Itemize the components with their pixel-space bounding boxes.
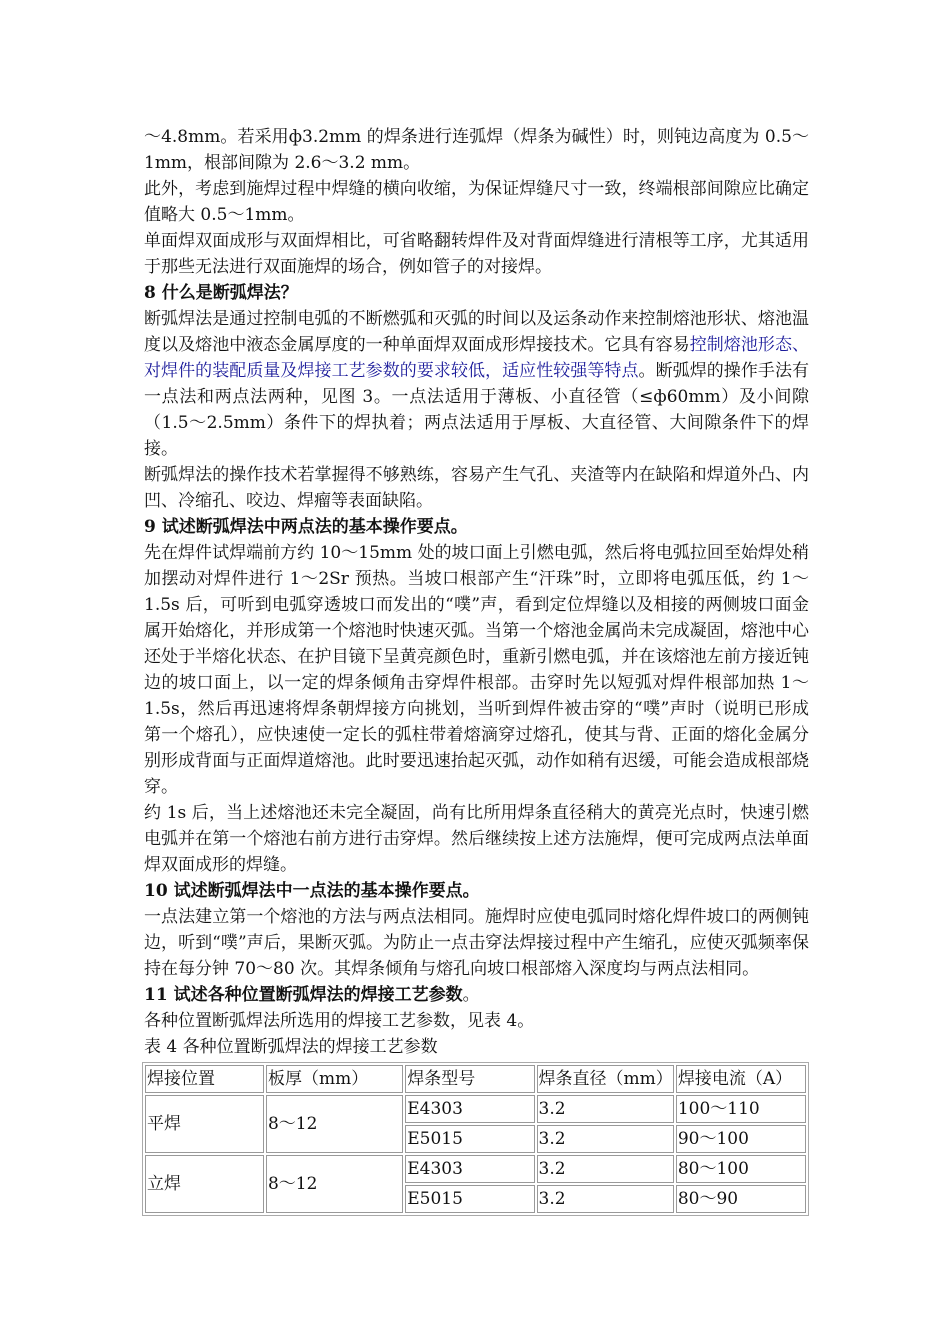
current-cell: 80～90 (676, 1185, 806, 1213)
heading-text: 11 试述各种位置断弧焊法的焊接工艺参数 (144, 985, 463, 1005)
paragraph-text: 。断弧焊的操作手法有一点法和两点法两种，见图 3。一点法适用于薄板、小直径管（≤ф60mm）及小间隙（1.5～2.5mm）条件下的焊执着；两点法适用于厚板、大直径管、大间隙条件下的焊接。 (144, 361, 810, 459)
current-cell: 90～100 (676, 1125, 806, 1153)
section-heading-10: 10 试述断弧焊法中一点法的基本操作要点。 (144, 881, 480, 901)
electrode-cell: E5015 (405, 1125, 534, 1153)
paragraph: 先在焊件试焊端前方约 10～15mm 处的坡口面上引燃电弧，然后将电弧拉回至始焊处稍加摆动对焊件进行 1～2Sr 预热。当坡口根部产生“汗珠”时，立即将电弧压低，约 1～1.5s 后，可听到电弧穿透坡口而发出的“噗”声，看到定位焊缝以及相接的两侧坡口面金属开始熔化，并形成第一个熔池时快速灭弧。当第一个熔池金属尚未完成凝固，熔池中心还处于半熔化状态、在护目镜下呈黄亮颜色时，重新引燃电弧，并在该熔池左前方接近钝边的坡口面上，以一定的焊条倾角击穿焊件根部。击穿时先以短弧对焊件根部加热 1～1.5s，然后再迅速将焊条朝焊接方向挑划，当听到焊件被击穿的“噗”声时（说明已形成第一个熔孔），应快速使一定长的弧柱带着熔滴穿过熔孔，使其与背、正面的熔化金属分别形成背面与正面焊道熔池。此时要迅速抬起灭弧，动作如稍有迟缓，可能会造成根部烧穿。 (144, 543, 809, 797)
table-caption: 表 4 各种位置断弧焊法的焊接工艺参数 (144, 1037, 438, 1057)
electrode-cell: E5015 (405, 1185, 534, 1213)
paragraph: 断弧焊法的操作技术若掌握得不够熟练，容易产生气孔、夹渣等内在缺陷和焊道外凸、内凹、冷缩孔、咬边、焊瘤等表面缺陷。 (144, 465, 809, 511)
paragraph: 此外，考虑到施焊过程中焊缝的横向收缩，为保证焊缝尺寸一致，终端根部间隙应比确定值略大 0.5～1mm。 (144, 179, 809, 225)
thickness-cell: 8～12 (266, 1155, 403, 1213)
heading-punct: 。 (462, 985, 480, 1005)
table-header-row (145, 1065, 806, 1093)
thickness-cell: 8～12 (266, 1095, 403, 1153)
section-heading-11 (144, 982, 809, 1008)
header-cell: 板厚（mm） (266, 1065, 403, 1093)
table-row (145, 1155, 806, 1183)
section-heading-8: 8 什么是断弧焊法？ (144, 283, 298, 303)
paragraph: 一点法建立第一个熔池的方法与两点法相同。施焊时应使电弧同时熔化焊件坡口的两侧钝边，听到“噗”声后，果断灭弧。为防止一点击穿法焊接过程中产生缩孔，应使灭弧频率保持在每分钟 70～80 次。其焊条倾角与熔孔向坡口根部熔入深度均与两点法相同。 (144, 907, 809, 979)
header-cell: 焊条直径（mm） (537, 1065, 674, 1093)
parameter-table (142, 1062, 809, 1216)
document-page (144, 124, 809, 1216)
electrode-cell: E4303 (405, 1095, 534, 1123)
header-cell: 焊接位置 (145, 1065, 264, 1093)
paragraph: 约 1s 后，当上述熔池还未完全凝固，尚有比所用焊条直径稍大的黄亮光点时，快速引燃电弧并在第一个熔池右前方进行击穿焊。然后继续按上述方法施焊，便可完成两点法单面焊双面成形的焊缝。 (144, 803, 809, 875)
diameter-cell: 3.2 (537, 1095, 674, 1123)
header-cell: 焊条型号 (405, 1065, 534, 1093)
current-cell: 100～110 (676, 1095, 806, 1123)
highlighted-link-text[interactable]: 控制熔池形态、对焊件的装配质量及焊接工艺参数的要求较低，适应性较强等特点 (144, 335, 810, 381)
table-row (145, 1095, 806, 1123)
section-heading-9: 9 试述断弧焊法中两点法的基本操作要点。 (144, 517, 468, 537)
paragraph: ～4.8mm。若采用ф3.2mm 的焊条进行连弧焊（焊条为碱性）时，则钝边高度为 0.5～1mm，根部间隙为 2.6～3.2 mm。 (144, 127, 809, 173)
position-cell: 立焊 (145, 1155, 264, 1213)
header-cell: 焊接电流（A） (676, 1065, 806, 1093)
paragraph: 各种位置断弧焊法所选用的焊接工艺参数，见表 4。 (144, 1011, 535, 1031)
current-cell: 80～100 (676, 1155, 806, 1183)
electrode-cell: E4303 (405, 1155, 534, 1183)
position-cell: 平焊 (145, 1095, 264, 1153)
diameter-cell: 3.2 (537, 1155, 674, 1183)
diameter-cell: 3.2 (537, 1185, 674, 1213)
paragraph: 单面焊双面成形与双面焊相比，可省略翻转焊件及对背面焊缝进行清根等工序，尤其适用于那些无法进行双面施焊的场合，例如管子的对接焊。 (144, 231, 809, 277)
paragraph-text: 断弧焊法是通过控制电弧的不断燃弧和灭弧的时间以及运条动作来控制熔池形状、熔池温度以及熔池中液态金属厚度的一种单面焊双面成形焊接技术。它具有容易 (144, 309, 809, 355)
paragraph (144, 306, 809, 462)
diameter-cell: 3.2 (537, 1125, 674, 1153)
